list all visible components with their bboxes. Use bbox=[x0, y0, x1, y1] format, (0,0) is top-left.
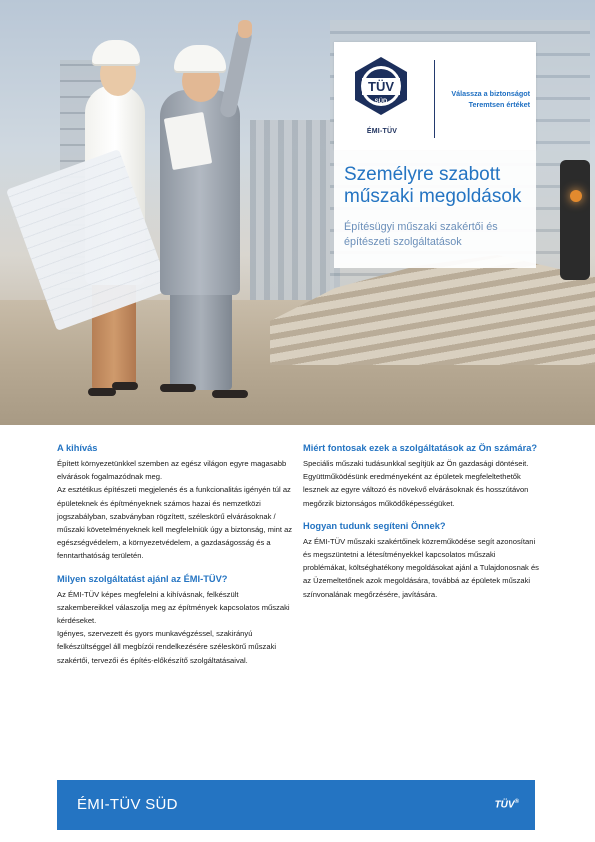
tuv-logo-icon bbox=[354, 56, 408, 116]
subtitle-line: Építésügyi műszaki szakértői és bbox=[344, 221, 498, 233]
section-services bbox=[57, 573, 295, 667]
background-building bbox=[250, 120, 340, 320]
footer-bar bbox=[57, 780, 535, 830]
page-subtitle bbox=[344, 220, 530, 250]
slogan bbox=[444, 88, 530, 110]
paragraph: Igényes, szervezett és gyors munkavégzéssel, szakirányú felkészültséggel áll megbízói rendelkezésére széleskörű műszaki szakértői, tervezői és építés-előkészítő szolgáltatásaival. bbox=[57, 629, 277, 665]
section-heading: Hogyan tudunk segíteni Önnek? bbox=[303, 520, 446, 531]
page-title bbox=[344, 164, 530, 208]
title-line: műszaki megoldások bbox=[344, 186, 522, 207]
title-line: Személyre szabott bbox=[344, 164, 501, 185]
man-hand bbox=[238, 20, 252, 38]
footer-tuv-mark bbox=[495, 799, 519, 810]
section-heading: Milyen szolgáltatást ajánl az ÉMI-TÜV? bbox=[57, 573, 228, 584]
section-why-important bbox=[303, 442, 541, 510]
paragraph: Együttműködésünk eredményeként az épületek megfeleltethetők lesznek az egyre változó és növekvő elvárásoknak és hosszútávon megőrzik biztonságos működőképességüket. bbox=[303, 472, 529, 508]
paragraph: Az ÉMI-TÜV műszaki szakértőinek közreműködése segít azonosítani és megszüntetni a létesítményekkel kapcsolatos műszaki problémákat, költséghatékony megoldásokat ajánl a Tulajdonosnak és az Üzemeltetőnek azok megoldására, továbbá az épületek műszaki színvonalának megőrzésére, javítására. bbox=[303, 536, 539, 599]
hard-hat bbox=[174, 45, 226, 71]
logo-text: TÜV bbox=[368, 79, 394, 94]
logo-subtext: SÜD bbox=[374, 99, 388, 105]
section-heading: A kihívás bbox=[57, 443, 98, 453]
shoe bbox=[112, 382, 138, 390]
logo-caption: ÉMI-TÜV bbox=[366, 128, 398, 135]
slogan-line: Válassza a biztonságot bbox=[451, 89, 530, 98]
slogan-line: Teremtsen értéket bbox=[468, 100, 530, 109]
section-challenge bbox=[57, 442, 295, 563]
logo-divider bbox=[434, 60, 435, 138]
hard-hat bbox=[92, 40, 140, 64]
subtitle-line: építészeti szolgáltatások bbox=[344, 236, 462, 248]
registered-icon: ® bbox=[514, 799, 519, 805]
paragraph: Speciális műszaki tudásunkkal segítjük az Ön gazdasági döntéseit. bbox=[303, 459, 529, 468]
warning-light bbox=[570, 190, 582, 202]
footer-mark-text: TÜV bbox=[494, 799, 515, 811]
footer-brand: ÉMI-TÜV SÜD bbox=[77, 796, 178, 813]
shoe bbox=[160, 384, 196, 392]
title-panel bbox=[334, 150, 536, 268]
machinery bbox=[560, 160, 590, 280]
left-column bbox=[57, 442, 295, 667]
section-heading: Miért fontosak ezek a szolgáltatások az Ön számára? bbox=[303, 443, 538, 453]
paragraph: Épített környezetünkkel szemben az egész világon egyre magasabb elvárások fogalmazódnak meg. bbox=[57, 459, 287, 482]
man-legs bbox=[170, 290, 232, 390]
man-raised-arm bbox=[219, 27, 253, 118]
shoe bbox=[88, 388, 116, 396]
paragraph: Az ÉMI-TÜV képes megfelelni a kihívásnak, felkészült szakembereikkel válaszolja meg az építmények kapcsolatos műszaki kérdéseket. bbox=[57, 589, 290, 626]
right-column bbox=[303, 442, 541, 601]
logo-panel bbox=[334, 42, 536, 150]
section-how-we-help bbox=[303, 520, 541, 601]
paragraph: Az esztétikus építészeti megjelenés és a funkcionalitás igényén túl az épületeknek és építményeknek számos hazai és nemzetközi jogszabályban, szabványban rögzített, széleskörű elvárásoknak / műszaki követelményeknek kell megfelelniük úgy a biztonság, mint az egészségvédelem, a környezetvédelem, a gazdaságosság és a fenntarthatóság területén. bbox=[57, 485, 293, 561]
shoe bbox=[212, 390, 248, 398]
